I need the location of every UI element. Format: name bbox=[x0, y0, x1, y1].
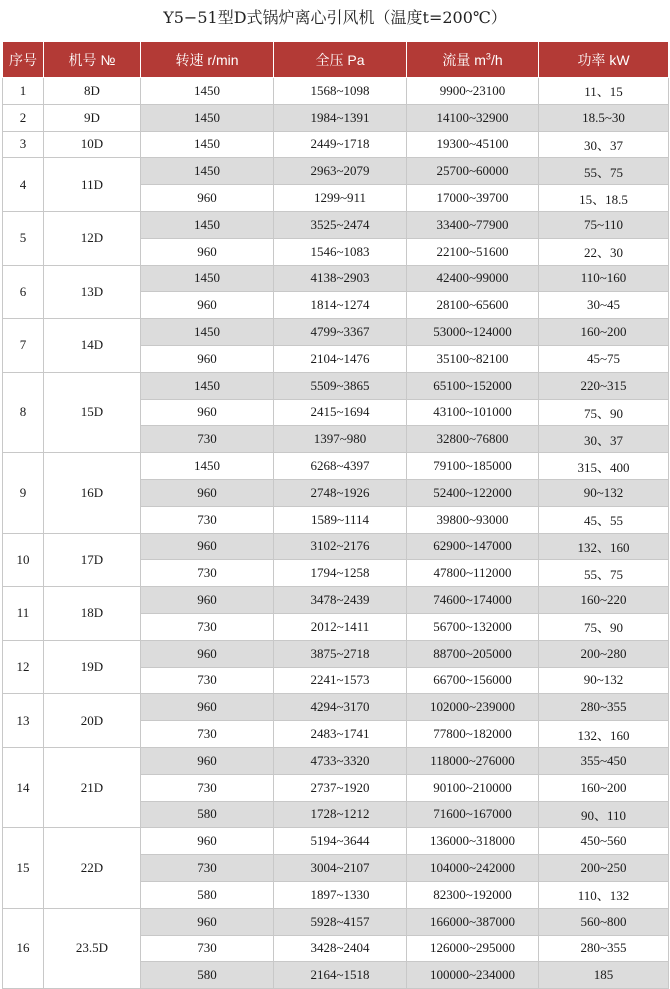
seq-cell: 15 bbox=[3, 828, 44, 908]
pressure-cell: 2449~1718 bbox=[274, 131, 407, 158]
flow-cell: 43100~101000 bbox=[407, 399, 539, 426]
power-cell: 75、90 bbox=[539, 613, 669, 640]
pressure-cell: 3428~2404 bbox=[274, 935, 407, 962]
power-cell: 30、37 bbox=[539, 426, 669, 453]
flow-cell: 71600~167000 bbox=[407, 801, 539, 828]
speed-cell: 730 bbox=[141, 426, 274, 453]
power-cell: 30、37 bbox=[539, 131, 669, 158]
flow-cell: 28100~65600 bbox=[407, 292, 539, 319]
pressure-cell: 2241~1573 bbox=[274, 667, 407, 694]
model-cell: 19D bbox=[44, 640, 141, 694]
flow-cell: 136000~318000 bbox=[407, 828, 539, 855]
model-cell: 15D bbox=[44, 372, 141, 452]
flow-cell: 82300~192000 bbox=[407, 881, 539, 908]
pressure-cell: 2104~1476 bbox=[274, 345, 407, 372]
speed-cell: 730 bbox=[141, 935, 274, 962]
flow-cell: 25700~60000 bbox=[407, 158, 539, 185]
speed-cell: 730 bbox=[141, 560, 274, 587]
power-cell: 160~200 bbox=[539, 774, 669, 801]
power-cell: 450~560 bbox=[539, 828, 669, 855]
speed-cell: 960 bbox=[141, 587, 274, 614]
table-body bbox=[3, 78, 669, 989]
flow-cell: 9900~23100 bbox=[407, 78, 539, 105]
power-cell: 90~132 bbox=[539, 667, 669, 694]
flow-cell: 118000~276000 bbox=[407, 747, 539, 774]
pressure-cell: 4138~2903 bbox=[274, 265, 407, 292]
power-cell: 110~160 bbox=[539, 265, 669, 292]
flow-cell: 32800~76800 bbox=[407, 426, 539, 453]
table-row bbox=[3, 372, 669, 399]
pressure-cell: 5509~3865 bbox=[274, 372, 407, 399]
pressure-cell: 2164~1518 bbox=[274, 962, 407, 989]
table-row bbox=[3, 131, 669, 158]
flow-cell: 88700~205000 bbox=[407, 640, 539, 667]
seq-cell: 10 bbox=[3, 533, 44, 587]
power-cell: 200~280 bbox=[539, 640, 669, 667]
flow-cell: 52400~122000 bbox=[407, 479, 539, 506]
flow-cell: 35100~82100 bbox=[407, 345, 539, 372]
speed-cell: 1450 bbox=[141, 78, 274, 105]
power-cell: 280~355 bbox=[539, 935, 669, 962]
speed-cell: 730 bbox=[141, 667, 274, 694]
speed-cell: 1450 bbox=[141, 453, 274, 480]
speed-cell: 960 bbox=[141, 399, 274, 426]
table-row bbox=[3, 211, 669, 238]
table-row bbox=[3, 640, 669, 667]
power-cell: 220~315 bbox=[539, 372, 669, 399]
pressure-cell: 1814~1274 bbox=[274, 292, 407, 319]
seq-cell: 6 bbox=[3, 265, 44, 319]
pressure-cell: 4799~3367 bbox=[274, 319, 407, 346]
power-cell: 132、160 bbox=[539, 533, 669, 560]
speed-cell: 1450 bbox=[141, 372, 274, 399]
pressure-cell: 1546~1083 bbox=[274, 238, 407, 265]
pressure-cell: 1397~980 bbox=[274, 426, 407, 453]
speed-cell: 960 bbox=[141, 747, 274, 774]
header-row bbox=[3, 42, 669, 78]
table-row bbox=[3, 908, 669, 935]
power-cell: 90、110 bbox=[539, 801, 669, 828]
pressure-cell: 2748~1926 bbox=[274, 479, 407, 506]
header-pressure: 全压 Pa bbox=[274, 42, 407, 78]
pressure-cell: 5928~4157 bbox=[274, 908, 407, 935]
header-speed: 转速 r/min bbox=[141, 42, 274, 78]
speed-cell: 730 bbox=[141, 721, 274, 748]
speed-cell: 1450 bbox=[141, 131, 274, 158]
seq-cell: 4 bbox=[3, 158, 44, 212]
header-flow-exponent: 3 bbox=[485, 50, 491, 61]
speed-cell: 960 bbox=[141, 345, 274, 372]
flow-cell: 126000~295000 bbox=[407, 935, 539, 962]
speed-cell: 960 bbox=[141, 640, 274, 667]
power-cell: 75、90 bbox=[539, 399, 669, 426]
table-row bbox=[3, 265, 669, 292]
flow-cell: 19300~45100 bbox=[407, 131, 539, 158]
fan-spec-table bbox=[2, 41, 669, 989]
seq-cell: 5 bbox=[3, 211, 44, 265]
speed-cell: 960 bbox=[141, 533, 274, 560]
table-row bbox=[3, 453, 669, 480]
speed-cell: 960 bbox=[141, 238, 274, 265]
pressure-cell: 3102~2176 bbox=[274, 533, 407, 560]
pressure-cell: 6268~4397 bbox=[274, 453, 407, 480]
pressure-cell: 1568~1098 bbox=[274, 78, 407, 105]
speed-cell: 580 bbox=[141, 801, 274, 828]
speed-cell: 580 bbox=[141, 962, 274, 989]
power-cell: 15、18.5 bbox=[539, 185, 669, 212]
seq-cell: 7 bbox=[3, 319, 44, 373]
flow-cell: 104000~242000 bbox=[407, 855, 539, 882]
table-row bbox=[3, 747, 669, 774]
seq-cell: 1 bbox=[3, 78, 44, 105]
power-cell: 280~355 bbox=[539, 694, 669, 721]
flow-cell: 65100~152000 bbox=[407, 372, 539, 399]
pressure-cell: 3478~2439 bbox=[274, 587, 407, 614]
flow-cell: 79100~185000 bbox=[407, 453, 539, 480]
pressure-cell: 1984~1391 bbox=[274, 104, 407, 131]
flow-cell: 102000~239000 bbox=[407, 694, 539, 721]
speed-cell: 730 bbox=[141, 506, 274, 533]
flow-cell: 77800~182000 bbox=[407, 721, 539, 748]
flow-cell: 47800~112000 bbox=[407, 560, 539, 587]
model-cell: 22D bbox=[44, 828, 141, 908]
model-cell: 17D bbox=[44, 533, 141, 587]
seq-cell: 2 bbox=[3, 104, 44, 131]
table-row bbox=[3, 319, 669, 346]
seq-cell: 8 bbox=[3, 372, 44, 452]
flow-cell: 90100~210000 bbox=[407, 774, 539, 801]
speed-cell: 730 bbox=[141, 774, 274, 801]
speed-cell: 730 bbox=[141, 613, 274, 640]
speed-cell: 1450 bbox=[141, 265, 274, 292]
table-row bbox=[3, 78, 669, 105]
model-cell: 18D bbox=[44, 587, 141, 641]
model-cell: 14D bbox=[44, 319, 141, 373]
pressure-cell: 1897~1330 bbox=[274, 881, 407, 908]
pressure-cell: 1794~1258 bbox=[274, 560, 407, 587]
flow-cell: 17000~39700 bbox=[407, 185, 539, 212]
power-cell: 75~110 bbox=[539, 211, 669, 238]
flow-cell: 66700~156000 bbox=[407, 667, 539, 694]
table-row bbox=[3, 694, 669, 721]
model-cell: 8D bbox=[44, 78, 141, 105]
model-cell: 16D bbox=[44, 453, 141, 533]
power-cell: 560~800 bbox=[539, 908, 669, 935]
pressure-cell: 4733~3320 bbox=[274, 747, 407, 774]
pressure-cell: 3004~2107 bbox=[274, 855, 407, 882]
seq-cell: 3 bbox=[3, 131, 44, 158]
seq-cell: 9 bbox=[3, 453, 44, 533]
power-cell: 185 bbox=[539, 962, 669, 989]
flow-cell: 42400~99000 bbox=[407, 265, 539, 292]
speed-cell: 1450 bbox=[141, 104, 274, 131]
flow-cell: 39800~93000 bbox=[407, 506, 539, 533]
speed-cell: 730 bbox=[141, 855, 274, 882]
power-cell: 200~250 bbox=[539, 855, 669, 882]
header-seq: 序号 bbox=[3, 42, 44, 78]
pressure-cell: 1589~1114 bbox=[274, 506, 407, 533]
power-cell: 55、75 bbox=[539, 560, 669, 587]
flow-cell: 62900~147000 bbox=[407, 533, 539, 560]
power-cell: 11、15 bbox=[539, 78, 669, 105]
header-flow-label: 流量 m bbox=[442, 51, 486, 68]
flow-cell: 14100~32900 bbox=[407, 104, 539, 131]
power-cell: 160~200 bbox=[539, 319, 669, 346]
model-cell: 11D bbox=[44, 158, 141, 212]
speed-cell: 960 bbox=[141, 828, 274, 855]
seq-cell: 14 bbox=[3, 747, 44, 827]
speed-cell: 960 bbox=[141, 908, 274, 935]
table-row bbox=[3, 104, 669, 131]
power-cell: 18.5~30 bbox=[539, 104, 669, 131]
table-row bbox=[3, 587, 669, 614]
table-row bbox=[3, 533, 669, 560]
power-cell: 160~220 bbox=[539, 587, 669, 614]
model-cell: 9D bbox=[44, 104, 141, 131]
power-cell: 355~450 bbox=[539, 747, 669, 774]
flow-cell: 53000~124000 bbox=[407, 319, 539, 346]
model-cell: 20D bbox=[44, 694, 141, 748]
speed-cell: 960 bbox=[141, 185, 274, 212]
flow-cell: 166000~387000 bbox=[407, 908, 539, 935]
speed-cell: 1450 bbox=[141, 319, 274, 346]
flow-cell: 56700~132000 bbox=[407, 613, 539, 640]
pressure-cell: 3875~2718 bbox=[274, 640, 407, 667]
seq-cell: 12 bbox=[3, 640, 44, 694]
pressure-cell: 4294~3170 bbox=[274, 694, 407, 721]
power-cell: 132、160 bbox=[539, 721, 669, 748]
model-cell: 12D bbox=[44, 211, 141, 265]
model-cell: 21D bbox=[44, 747, 141, 827]
speed-cell: 960 bbox=[141, 479, 274, 506]
pressure-cell: 2012~1411 bbox=[274, 613, 407, 640]
flow-cell: 22100~51600 bbox=[407, 238, 539, 265]
speed-cell: 960 bbox=[141, 292, 274, 319]
model-cell: 10D bbox=[44, 131, 141, 158]
pressure-cell: 1299~911 bbox=[274, 185, 407, 212]
pressure-cell: 2963~2079 bbox=[274, 158, 407, 185]
power-cell: 90~132 bbox=[539, 479, 669, 506]
model-cell: 23.5D bbox=[44, 908, 141, 988]
power-cell: 30~45 bbox=[539, 292, 669, 319]
pressure-cell: 1728~1212 bbox=[274, 801, 407, 828]
power-cell: 110、132 bbox=[539, 881, 669, 908]
speed-cell: 1450 bbox=[141, 158, 274, 185]
header-flow-unit: /h bbox=[490, 51, 503, 68]
power-cell: 315、400 bbox=[539, 453, 669, 480]
speed-cell: 960 bbox=[141, 694, 274, 721]
power-cell: 22、30 bbox=[539, 238, 669, 265]
speed-cell: 1450 bbox=[141, 211, 274, 238]
power-cell: 55、75 bbox=[539, 158, 669, 185]
pressure-cell: 5194~3644 bbox=[274, 828, 407, 855]
header-model: 机号 № bbox=[44, 42, 141, 78]
header-power: 功率 kW bbox=[539, 42, 669, 78]
seq-cell: 16 bbox=[3, 908, 44, 988]
pressure-cell: 2415~1694 bbox=[274, 399, 407, 426]
seq-cell: 13 bbox=[3, 694, 44, 748]
header-flow bbox=[407, 42, 539, 78]
pressure-cell: 2737~1920 bbox=[274, 774, 407, 801]
pressure-cell: 2483~1741 bbox=[274, 721, 407, 748]
table-row bbox=[3, 158, 669, 185]
power-cell: 45~75 bbox=[539, 345, 669, 372]
speed-cell: 580 bbox=[141, 881, 274, 908]
model-cell: 13D bbox=[44, 265, 141, 319]
seq-cell: 11 bbox=[3, 587, 44, 641]
pressure-cell: 3525~2474 bbox=[274, 211, 407, 238]
flow-cell: 33400~77900 bbox=[407, 211, 539, 238]
page-title: Y5−51型D式锅炉离心引风机（温度t=200℃） bbox=[163, 8, 507, 27]
flow-cell: 100000~234000 bbox=[407, 962, 539, 989]
flow-cell: 74600~174000 bbox=[407, 587, 539, 614]
table-row bbox=[3, 828, 669, 855]
power-cell: 45、55 bbox=[539, 506, 669, 533]
